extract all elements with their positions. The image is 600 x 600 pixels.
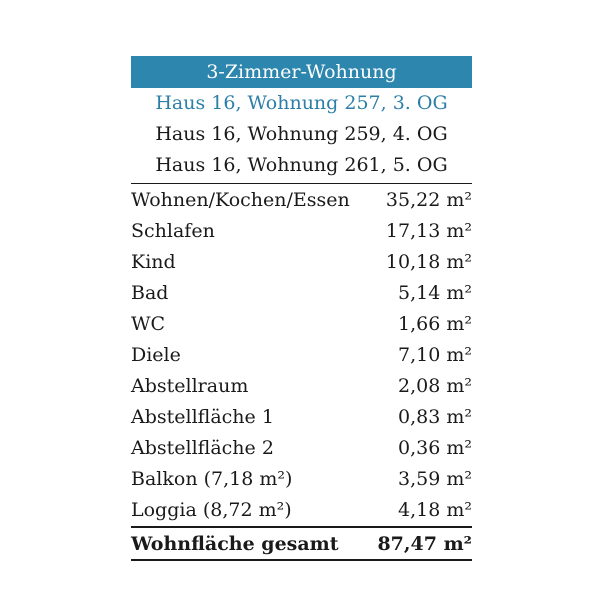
room-area: 0,83 m² [398,405,472,428]
room-name: Wohnen/Kochen/Essen [131,188,350,211]
apartment-area-sheet [131,56,472,561]
apartment-type-title: 3-Zimmer-Wohnung [131,56,472,88]
room-name: Abstellfläche 2 [131,436,274,459]
room-name: Abstellraum [131,374,249,397]
room-row [131,246,472,277]
room-row [131,308,472,339]
room-row [131,277,472,308]
room-name: Diele [131,343,181,366]
unit-list [131,88,472,184]
total-area-row [131,526,472,561]
room-row [131,339,472,370]
room-row [131,463,472,494]
room-area-table [131,184,472,525]
total-area-value: 87,47 m² [377,532,472,555]
room-area: 17,13 m² [385,219,472,242]
unit-line: Haus 16, Wohnung 261, 5. OG [155,154,448,176]
room-row [131,432,472,463]
room-name: Kind [131,250,176,273]
room-name: Schlafen [131,219,215,242]
room-area: 1,66 m² [398,312,472,335]
room-row [131,370,472,401]
room-area: 10,18 m² [385,250,472,273]
room-row [131,184,472,215]
room-name: Loggia (8,72 m²) [131,498,292,521]
room-area: 4,18 m² [398,498,472,521]
room-area: 35,22 m² [385,188,472,211]
room-name: WC [131,312,166,335]
room-row [131,401,472,432]
room-area: 0,36 m² [398,436,472,459]
room-area: 3,59 m² [398,467,472,490]
room-row [131,215,472,246]
total-area-label: Wohnfläche gesamt [131,532,339,555]
room-area: 5,14 m² [398,281,472,304]
room-area: 2,08 m² [398,374,472,397]
room-row [131,494,472,525]
room-name: Bad [131,281,169,304]
room-area: 7,10 m² [398,343,472,366]
unit-line-highlighted: Haus 16, Wohnung 257, 3. OG [155,92,448,114]
room-name: Abstellfläche 1 [131,405,274,428]
unit-line: Haus 16, Wohnung 259, 4. OG [155,123,448,145]
room-name: Balkon (7,18 m²) [131,467,293,490]
